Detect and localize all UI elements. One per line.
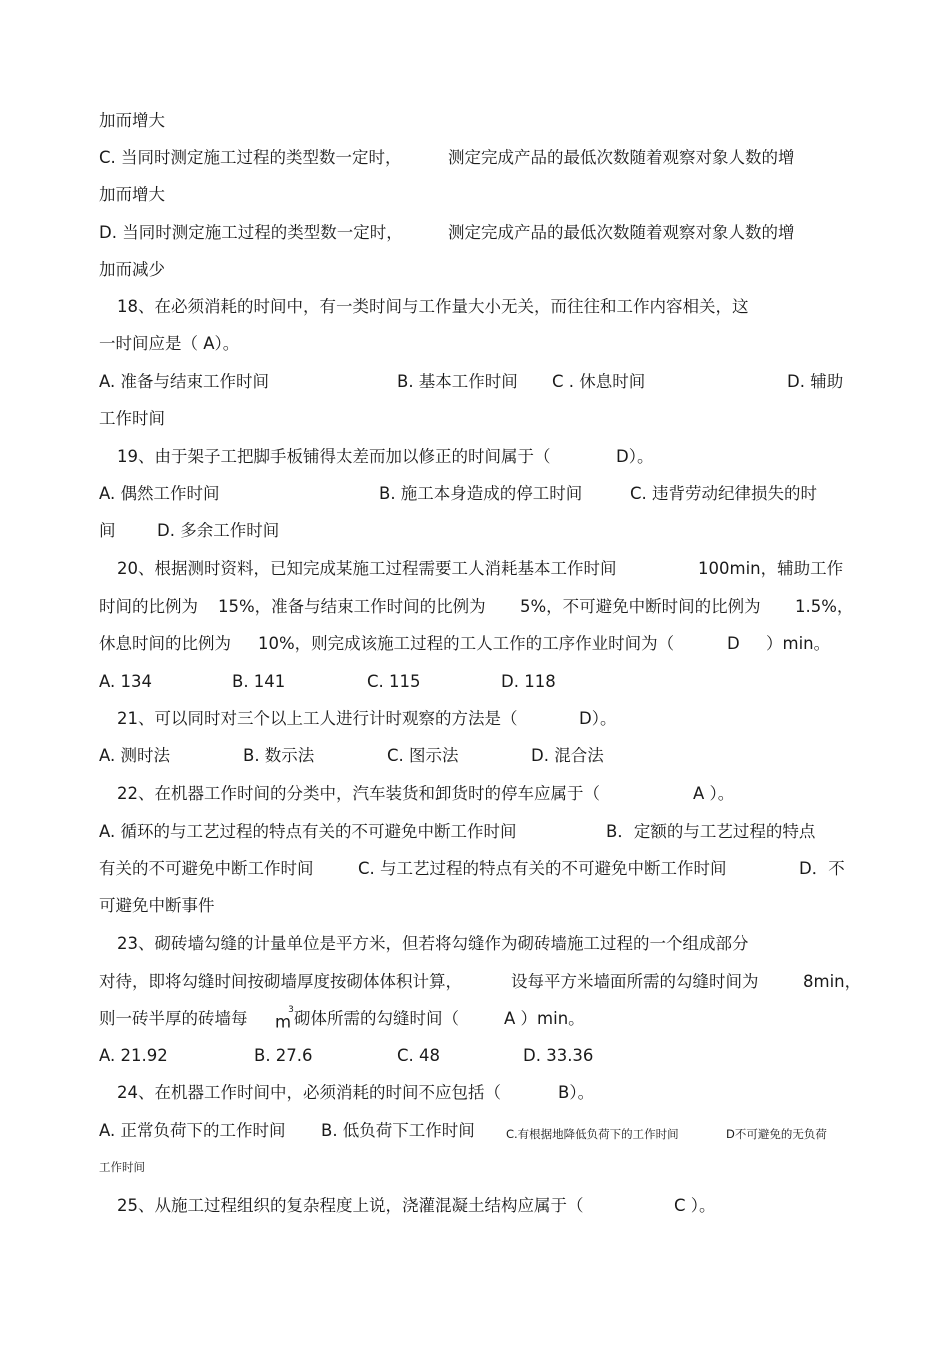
option-b: B. 141	[232, 672, 286, 691]
text: 8min，	[803, 972, 862, 991]
option-c: C. 与工艺过程的特点有关的不可避免中断工作时间	[358, 859, 727, 878]
option-d: D．不	[799, 859, 845, 878]
option-c: C. 115	[367, 672, 421, 691]
text: 一时间应是（ A）。	[99, 334, 240, 353]
text: 对待，即将勾缝时间按砌墙厚度按砌体体积计算，	[99, 972, 462, 991]
text: 25、从施工过程组织的复杂程度上说，浇灌混凝土结构应属于（	[117, 1196, 584, 1215]
option-a: A. 准备与结束工作时间	[99, 372, 269, 391]
option-a: A. 测时法	[99, 746, 170, 765]
text: 100min，辅助工作	[698, 559, 844, 578]
text: 间	[99, 521, 116, 540]
text: 10%，则完成该施工过程的工人工作的工序作业时间为（	[258, 634, 675, 653]
text: 23、砌砖墙勾缝的计量单位是平方米，但若将勾缝作为砌砖墙施工过程的一个组成部分	[117, 934, 749, 953]
text: 工作时间	[99, 1160, 145, 1174]
text: 21、可以同时对三个以上工人进行计时观察的方法是（	[117, 709, 518, 728]
text: m	[275, 1012, 292, 1032]
text: 加而减少	[99, 260, 165, 279]
text: 测定完成产品的最低次数随着观察对象人数的增	[448, 148, 795, 167]
option-d: D. 辅助	[787, 372, 844, 391]
answer: D	[727, 634, 740, 653]
text-line	[99, 110, 165, 132]
text: 休息时间的比例为	[99, 634, 231, 653]
text: A ）min。	[504, 1009, 585, 1028]
text: 则一砖半厚的砖墙每	[99, 1009, 248, 1028]
option-b: B. 数示法	[243, 746, 315, 765]
option-d: D. 多余工作时间	[157, 521, 280, 540]
option-d: D. 118	[501, 672, 556, 691]
option-c: C. 48	[397, 1046, 441, 1065]
option-c: C . 休息时间	[552, 372, 646, 391]
answer: D）。	[579, 709, 617, 728]
text: D. 当同时测定施工过程的类型数一定时，	[99, 223, 403, 242]
text: 加而增大	[99, 185, 165, 204]
text: 工作时间	[99, 409, 165, 428]
text: 时间的比例为	[99, 597, 198, 616]
answer: D）。	[616, 447, 654, 466]
text-line	[99, 184, 165, 206]
text: 18、在必须消耗的时间中，有一类时间与工作量大小无关，而往往和工作内容相关，这	[117, 297, 749, 316]
text: 设每平方米墙面所需的勾缝时间为	[511, 972, 759, 991]
option-c: C. 图示法	[387, 746, 459, 765]
option-b: B. 施工本身造成的停工时间	[379, 484, 583, 503]
text: 加而增大	[99, 111, 165, 130]
option-b: B．定额的与工艺过程的特点	[606, 822, 816, 841]
option-a: A. 21.92	[99, 1046, 168, 1065]
option-a: A. 正常负荷下的工作时间	[99, 1121, 286, 1140]
text-line	[99, 259, 165, 281]
answer: A ）。	[693, 784, 735, 803]
text: 5%，不可避免中断时间的比例为	[520, 597, 761, 616]
text: 24、在机器工作时间中，必须消耗的时间不应包括（	[117, 1083, 501, 1102]
option-a: A. 循环的与工艺过程的特点有关的不可避免中断工作时间	[99, 822, 517, 841]
answer: B）。	[558, 1083, 595, 1102]
text-line	[99, 1156, 145, 1178]
text: 1.5%，	[795, 597, 854, 616]
option-b: B. 27.6	[254, 1046, 313, 1065]
text: 20、根据测时资料，已知完成某施工过程需要工人消耗基本工作时间	[117, 559, 617, 578]
text-line	[99, 895, 215, 917]
answer: C ）。	[674, 1196, 716, 1215]
question-18	[117, 296, 749, 318]
text: C. 当同时测定施工过程的类型数一定时，	[99, 148, 402, 167]
text: 22、在机器工作时间的分类中，汽车装货和卸货时的停车应属于（	[117, 784, 600, 803]
question-23	[117, 933, 749, 955]
option-c: C.有根据地降低负荷下的工作时间	[506, 1127, 679, 1141]
option-d: D. 混合法	[531, 746, 604, 765]
question-18-cont	[99, 333, 239, 355]
option-a: A. 偶然工作时间	[99, 484, 220, 503]
option-a: A. 134	[99, 672, 152, 691]
unit-m3	[275, 1005, 294, 1034]
superscript: 3	[288, 1005, 294, 1015]
text: 测定完成产品的最低次数随着观察对象人数的增	[448, 223, 795, 242]
option-b: B. 基本工作时间	[397, 372, 518, 391]
text: 砌体所需的勾缝时间（	[294, 1009, 459, 1028]
text: 可避免中断事件	[99, 896, 215, 915]
text: ）min。	[766, 634, 831, 653]
option-d: D不可避免的无负荷	[726, 1127, 827, 1141]
option-d: D. 33.36	[523, 1046, 594, 1065]
option-b: B. 低负荷下工作时间	[321, 1121, 475, 1140]
option-c: C. 违背劳动纪律损失的时	[630, 484, 818, 503]
text: 19、由于架子工把脚手板铺得太差而加以修正的时间属于（	[117, 447, 551, 466]
text: 15%，准备与结束工作时间的比例为	[218, 597, 486, 616]
text-line	[99, 408, 165, 430]
text: 有关的不可避免中断工作时间	[99, 859, 314, 878]
